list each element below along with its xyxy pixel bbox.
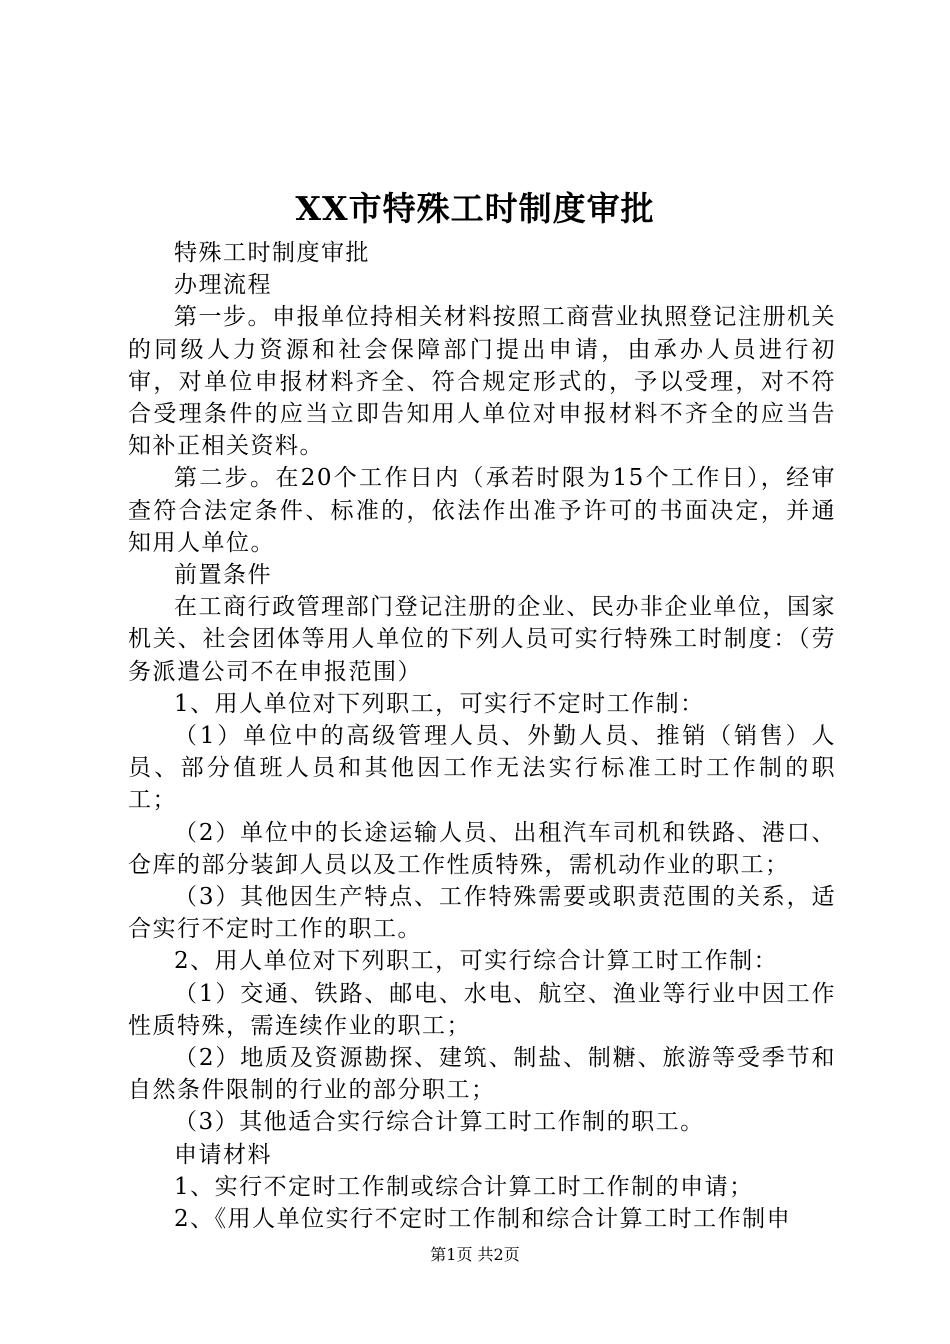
paragraph: 在工商行政管理部门登记注册的企业、民办非企业单位，国家机关、社会团体等用人单位的下列人员可实行特殊工时制度：（劳务派遣公司不在申报范围） (128, 594, 836, 685)
paragraph: 1、实行不定时工作制或综合计算工时工作制的申请； (174, 1173, 754, 1200)
paragraph: （1）交通、铁路、邮电、水电、航空、渔业等行业中因工作性质特殊，需连续作业的职工； (128, 980, 836, 1039)
paragraph: （3）其他适合实行综合计算工时工作制的职工。 (174, 1109, 705, 1136)
paragraph: 2、《用人单位实行不定时工作制和综合计算工时工作制申 (174, 1206, 792, 1233)
document-body (128, 237, 836, 1235)
paragraph: （2）地质及资源勘探、建筑、制盐、制糖、旅游等受季节和自然条件限制的行业的部分职工； (128, 1045, 836, 1104)
paragraph: 前置条件 (174, 562, 272, 589)
paragraph: 1、用人单位对下列职工，可实行不定时工作制： (174, 690, 705, 717)
document-title: XX市特殊工时制度审批 (295, 189, 655, 228)
paragraph: （3）其他因生产特点、工作特殊需要或职责范围的关系，适合实行不定时工作的职工。 (128, 884, 836, 943)
paragraph: 第二步。在20个工作日内（承若时限为15个工作日），经审查符合法定条件、标准的，依法作出准予许可的书面决定，并通知用人单位。 (128, 465, 836, 556)
page-footer: 第1页 共2页 (430, 1245, 520, 1264)
paragraph: （2）单位中的长途运输人员、出租汽车司机和铁路、港口、仓库的部分装卸人员以及工作性质特殊，需机动作业的职工； (128, 819, 836, 878)
paragraph: 第一步。申报单位持相关材料按照工商营业执照登记注册机关的同级人力资源和社会保障部门提出申请，由承办人员进行初审，对单位申报材料齐全、符合规定形式的，予以受理，对不符合受理条件的应当立即告知用人单位对申报材料不齐全的应当告知补正相关资料。 (128, 304, 836, 460)
paragraph: 申请材料 (174, 1141, 272, 1168)
paragraph: 2、用人单位对下列职工，可实行综合计算工时工作制： (174, 948, 779, 975)
paragraph: （1）单位中的高级管理人员、外勤人员、推销（销售）人员、部分值班人员和其他因工作无法实行标准工时工作制的职工； (128, 723, 836, 814)
paragraph: 办理流程 (174, 272, 272, 299)
paragraph: 特殊工时制度审批 (174, 240, 370, 266)
